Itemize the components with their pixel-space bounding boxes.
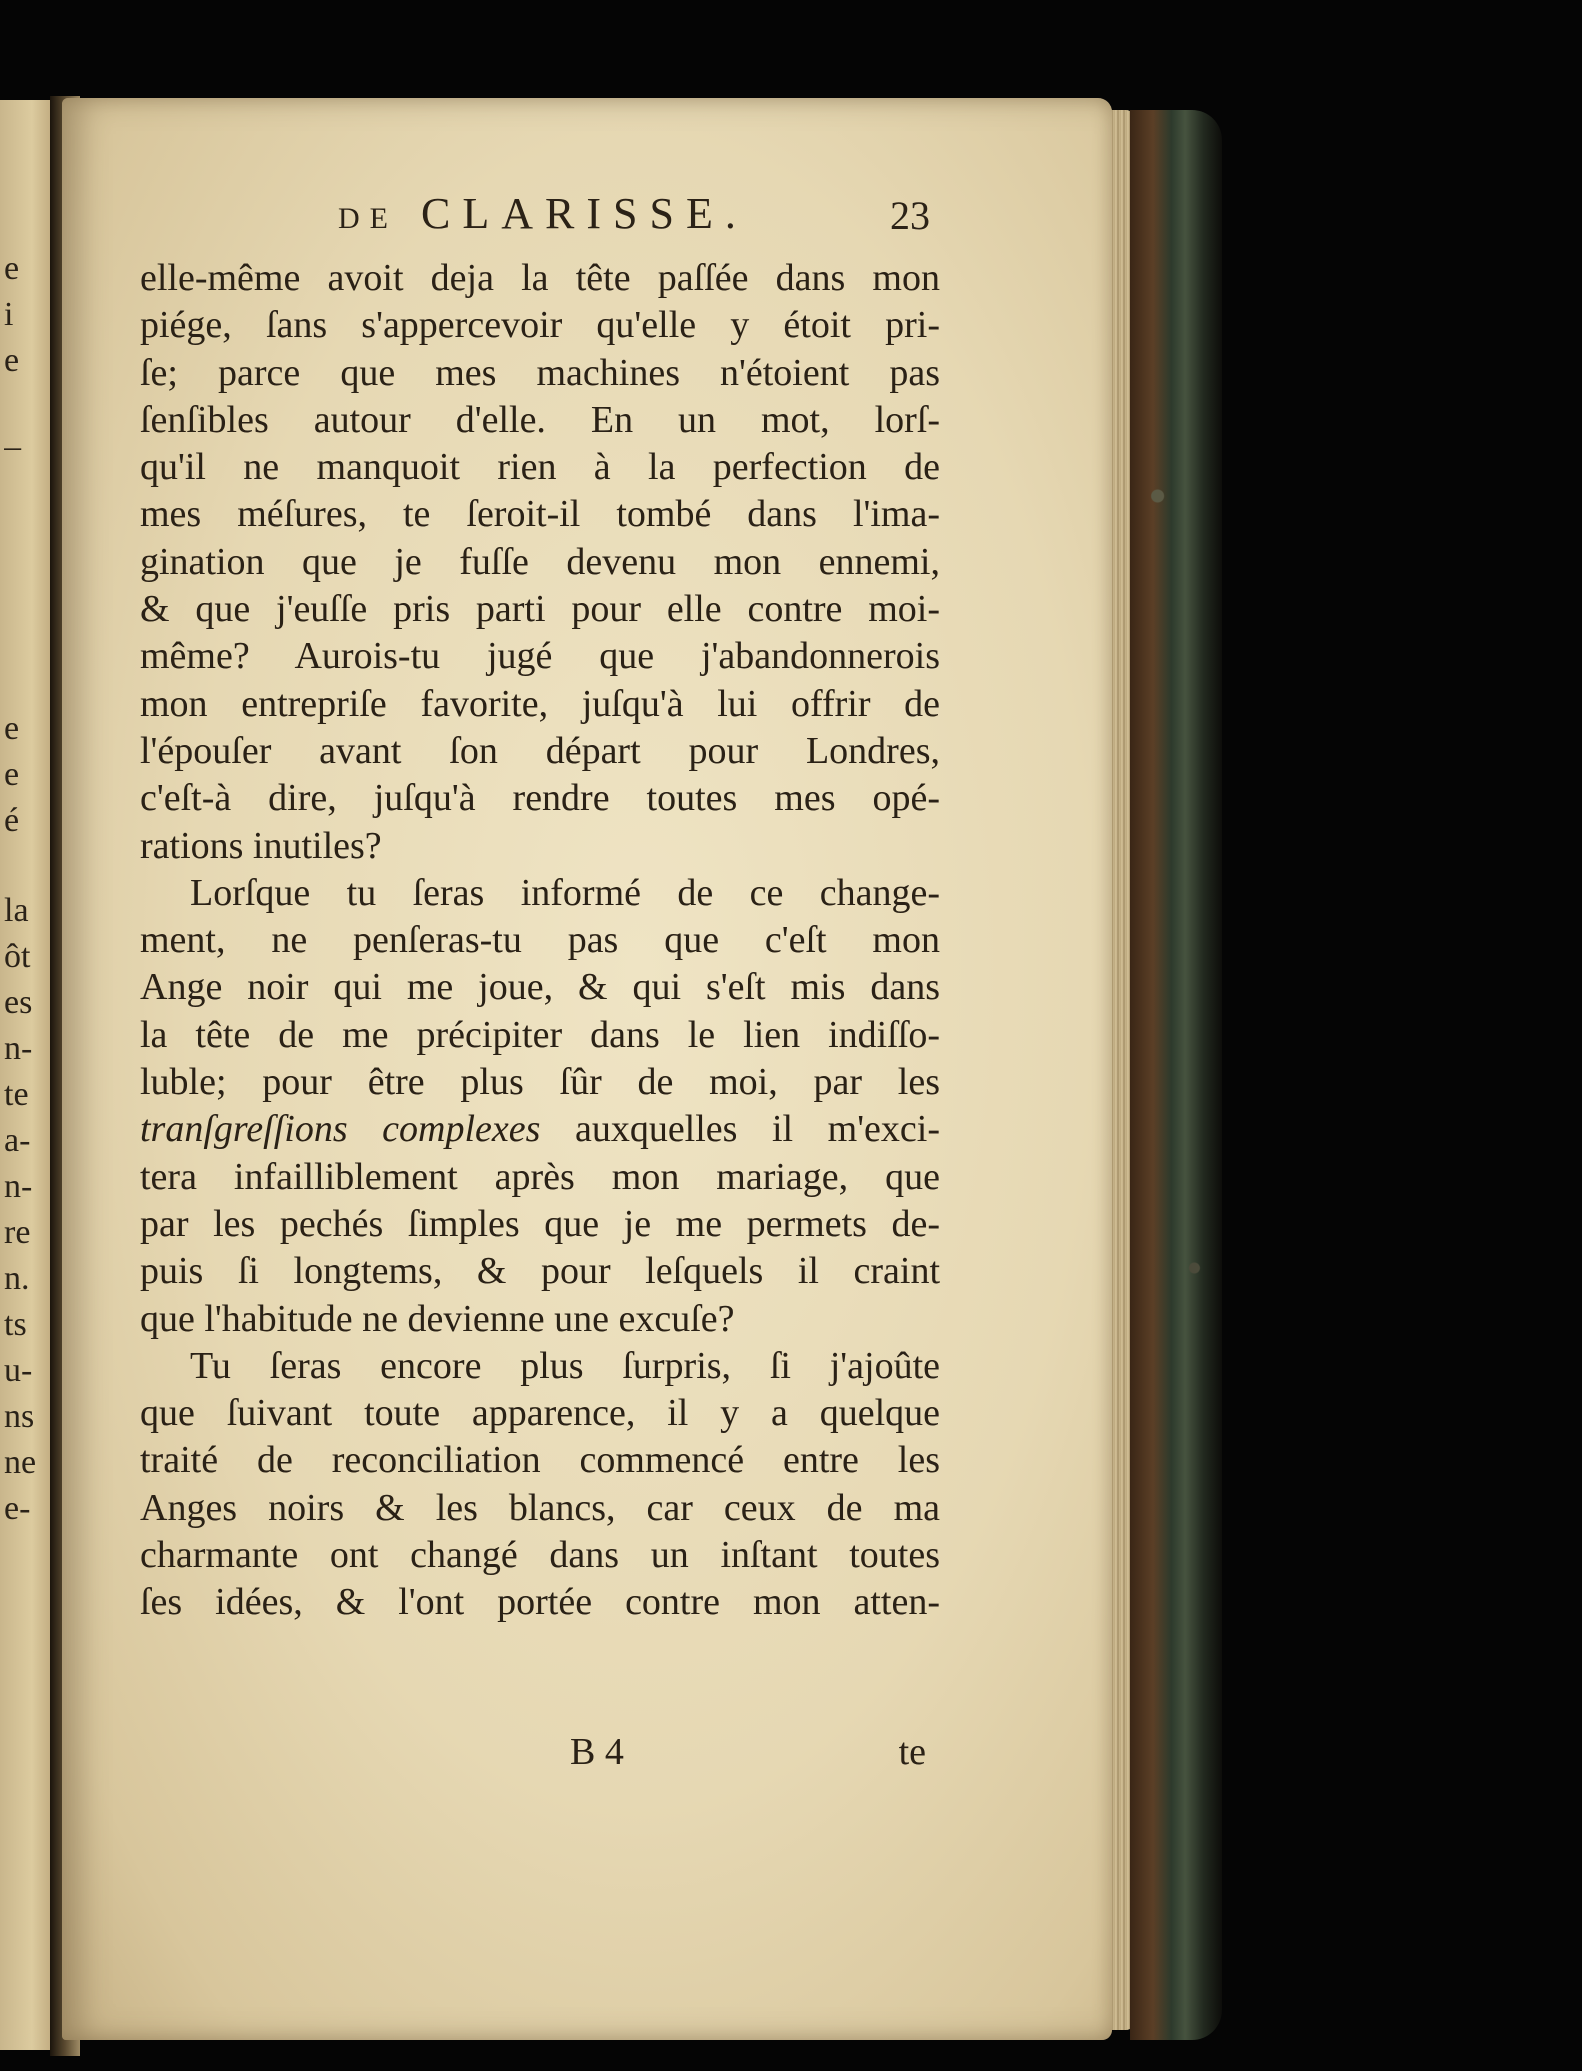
left-page-fragment: – [4,430,21,464]
text-line: ment, ne penſeras-tu pas que c'eſt mon [140,919,940,962]
text-line: la tête de me précipiter dans le lien indiſſo- [140,1013,940,1056]
left-page-fragment: re [4,1216,31,1250]
page-footer [140,1730,940,1780]
text-line: piége, ſans s'appercevoir qu'elle y étoit pri- [140,304,940,347]
running-header [338,188,748,239]
left-page-fragment: e [4,252,20,286]
text-line: charmante ont changé dans un inſtant toutes [140,1534,940,1577]
text-line: qu'il ne manquoit rien à la perfection de [140,446,940,489]
text-line: par les pechés ſimples que je me permets de- [140,1202,940,1245]
left-page-fragment: es [4,986,33,1020]
left-page-fragment: e- [4,1492,31,1526]
left-page-fragment: n- [4,1170,33,1204]
text-line: traité de reconciliation commencé entre les [140,1439,940,1482]
running-title: CLARISSE. [421,189,748,238]
left-page-fragment: n- [4,1032,33,1066]
text-line: mon entrepriſe favorite, juſqu'à lui offrir de [140,682,940,725]
text-line: rations inutiles? [140,824,382,867]
text-line-with-italic [140,1106,940,1153]
text-line: luble; pour être plus ſûr de moi, par les [140,1061,940,1104]
catchword: te [898,1731,926,1773]
left-page-fragment: u- [4,1354,33,1388]
text-line: l'épouſer avant ſon départ pour Londres, [140,729,940,772]
text-line: Ange noir qui me joue, & qui s'eſt mis dans [140,966,940,1009]
text-line: puis ſi longtems, & pour leſquels il craint [140,1250,940,1293]
left-page-fragment: a- [4,1124,31,1158]
running-title-prefix: DE [338,202,398,235]
text-line: tera infailliblement après mon mariage, que [140,1155,940,1198]
page-number: 23 [890,193,930,238]
text-line: même? Aurois-tu jugé que j'abandonnerois [140,635,940,678]
left-page-fragment: i [4,298,14,332]
marbled-cover-board [1130,110,1222,2040]
left-page-fragment: e [4,344,20,378]
text-line: ſes idées, & l'ont portée contre mon atten- [140,1581,940,1624]
left-page-fragment: ôt [4,940,31,974]
signature-mark: B 4 [570,1731,624,1773]
text-line: & que j'euſſe pris parti pour elle contre moi- [140,588,940,631]
body-text [140,255,940,1627]
text-line: Lorſque tu ſeras informé de ce change- [190,871,940,914]
left-page-fragment: é [4,804,20,838]
text-line: elle-même avoit deja la tête paſſée dans mon [140,257,940,299]
text-line: ſe; parce que mes machines n'étoient pas [140,351,940,394]
left-page-fragment: e [4,758,20,792]
text-line: mes méſures, te ſeroit-il tombé dans l'ima- [140,493,940,536]
left-page-fragment: te [4,1078,29,1112]
text-line: que ſuivant toute apparence, il y a quelque [140,1392,940,1435]
text-line-remainder: auxquelles il m'exci- [574,1108,940,1151]
text-line: gination que je fuſſe devenu mon ennemi, [140,540,940,583]
left-page-fragment: ns [4,1400,35,1434]
left-page-fragment: la [4,894,29,928]
text-line: que l'habitude ne devienne une excuſe? [140,1297,735,1340]
text-line: c'eſt-à dire, juſqu'à rendre toutes mes opé- [140,777,940,820]
italic-phrase: tranſgreſſions complexes [140,1108,541,1151]
left-page-fragment: n. [4,1262,30,1296]
left-page-fragment: e [4,712,20,746]
text-line: Tu ſeras encore plus ſurpris, ſi j'ajoûte [190,1344,940,1387]
text-line: Anges noirs & les blancs, car ceux de ma [140,1486,940,1529]
left-page-fragment: ts [4,1308,27,1342]
text-line: ſenſibles autour d'elle. En un mot, lorſ- [140,398,940,441]
left-page-fragment: ne [4,1446,37,1480]
